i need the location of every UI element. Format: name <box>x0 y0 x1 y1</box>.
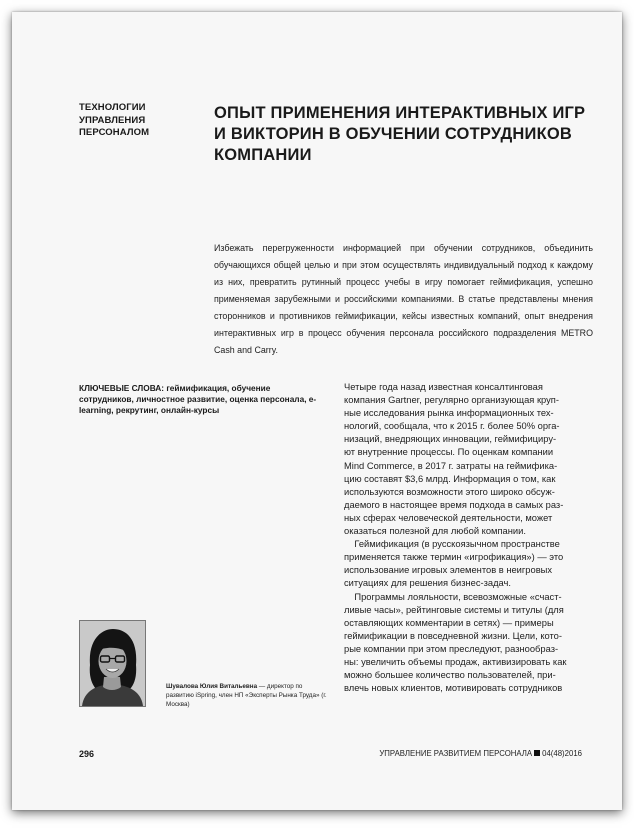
body-line: Программы лояльности, всевозможные «счаст- <box>344 591 562 602</box>
body-line: ют внутренние процессы. По оценкам компании <box>344 447 554 458</box>
body-line: применяется также термин «игрофикация») — это <box>344 552 564 563</box>
keywords: КЛЮЧЕВЫЕ СЛОВА: геймификация, обучение сотрудников, личностное развитие, оценка персонала, e-learning, рекрутинг, онлайн-курсы <box>79 383 317 416</box>
body-line: низаций, внедряющих инновации, геймифициру- <box>344 434 557 445</box>
author-name: Шувалова Юлия Витальевна <box>166 683 258 690</box>
body-line: нологий, сообщала, что к 2015 г. более 50% орга- <box>344 421 560 432</box>
body-line: ситуациях для решения бизнес-задач. <box>344 578 512 589</box>
body-line: ливые часы», рейтинговые системы и титулы (для <box>344 604 564 615</box>
page-number: 296 <box>79 749 95 759</box>
author-description: — директор по развитию iSpring, член НП «Эксперты Рынка Труда» (г. Москва) <box>166 683 327 708</box>
square-separator-icon <box>534 750 540 756</box>
body-line: геймификации в повседневной жизни. Цели, кото- <box>344 630 562 641</box>
body-line: цию составят $3,6 млрд. Информация о том, как <box>344 473 556 484</box>
article-lead: Избежать перегруженности информацией при обучении сотрудников, объединить обучающихся общей целью и при этом осуществлять индивидуальный подход к каждому из них, превратить рутинный процесс учебы в игру помогает геймификация, успешно применяемая зарубежными и российскими компаниями. В статье представлены мнения сторонников и противников геймификации, кейсы известных компаний, опыт внедрения интерактивных игр в процесс обучения персонала российского подразделения METRO Cash and Carry. <box>214 243 593 355</box>
author-photo <box>79 620 146 707</box>
journal-issue: 04(48)2016 <box>542 749 582 758</box>
body-line: даемого в настоящее время подхода в самых раз- <box>344 499 564 510</box>
author-caption <box>166 682 331 709</box>
journal-name: УПРАВЛЕНИЕ РАЗВИТИЕМ ПЕРСОНАЛА <box>379 749 533 758</box>
body-line: оставляющих комментарии в сетях) — примеры <box>344 617 554 628</box>
section-label-line: ТЕХНОЛОГИИ <box>79 102 146 113</box>
body-line: Mind Commerce, в 2017 г. затраты на геймифика- <box>344 460 558 471</box>
body-line: рые компании при этом преследуют, разнообраз- <box>344 643 559 654</box>
body-line: оказаться полезной для любой компании. <box>344 526 526 537</box>
body-line: компания Gartner, регулярно организующая круп- <box>344 395 559 406</box>
article-title-line: И ВИКТОРИН В ОБУЧЕНИИ СОТРУДНИКОВ <box>214 125 573 143</box>
body-line: ны: увеличить объемы продаж, активизировать как <box>344 656 567 667</box>
section-label <box>79 102 189 140</box>
article-body <box>344 381 595 695</box>
section-label-line: УПРАВЛЕНИЯ <box>79 114 146 126</box>
author-portrait-image <box>80 621 145 706</box>
journal-footer <box>379 749 582 758</box>
body-line: ные исследования рынка информационных тех- <box>344 408 554 419</box>
article-title-line: ОПЫТ ПРИМЕНЕНИЯ ИНТЕРАКТИВНЫХ ИГР <box>214 104 586 122</box>
body-line: можно большее количество пользователей, при- <box>344 670 556 681</box>
body-line: влечь новых клиентов, мотивировать сотрудников <box>344 683 563 694</box>
article-title-line: КОМПАНИИ <box>214 146 312 164</box>
body-line: Геймификация (в русскоязычном пространстве <box>344 539 560 550</box>
body-line: используются возможности этого широко обсуж- <box>344 486 555 497</box>
body-line: Четыре года назад известная консалтинговая <box>344 382 543 392</box>
section-label-line: ПЕРСОНАЛОМ <box>79 127 150 138</box>
body-line: ных сферах человеческой деятельности, может <box>344 512 553 523</box>
body-line: использование игровых элементов в неигровых <box>344 565 553 576</box>
journal-page <box>12 12 622 810</box>
article-title <box>214 103 594 166</box>
